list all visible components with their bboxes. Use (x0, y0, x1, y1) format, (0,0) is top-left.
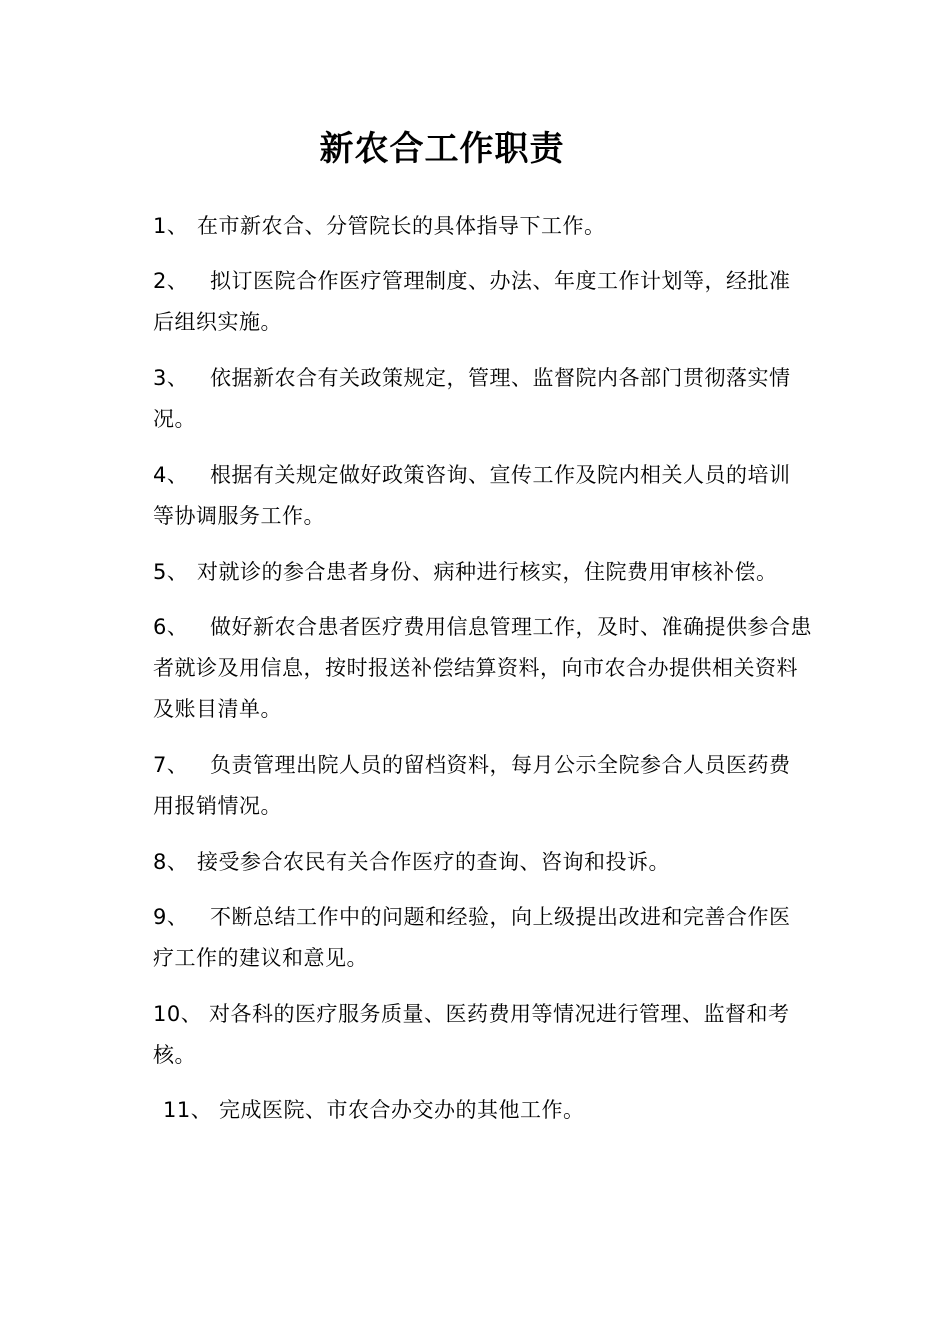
item-text: 接受参合农民有关合作医疗的查询、咨询和投诉。 (197, 850, 670, 874)
duty-item-1 (153, 206, 813, 247)
item-number: 1、 (153, 214, 189, 238)
duty-item-4 (153, 455, 813, 537)
item-number: 8、 (153, 850, 189, 874)
duty-item-9 (153, 897, 813, 979)
duty-item-7 (153, 745, 813, 827)
item-number: 4、 (153, 463, 189, 487)
item-text: 负责管理出院人员的留档资料，每月公示全院参合人员医药费 用报销情况。 (153, 753, 791, 818)
duty-item-3 (153, 358, 813, 440)
item-number: 6、 (153, 615, 189, 639)
item-text: 依据新农合有关政策规定，管理、监督院内各部门贯彻落实情 况。 (153, 366, 791, 431)
item-text: 对就诊的参合患者身份、病种进行核实，住院费用审核补偿。 (197, 560, 778, 584)
duty-item-11 (163, 1090, 823, 1131)
document-title: 新农合工作职责 (319, 129, 565, 169)
item-text: 对各科的医疗服务质量、医药费用等情况进行管理、监督和考核。 (153, 1002, 790, 1067)
item-number: 9、 (153, 905, 189, 929)
duty-item-5 (153, 552, 813, 593)
item-text: 做好新农合患者医疗费用信息管理工作，及时、准确提供参合患者就诊及用信息，按时报送补偿结算资料，向市农合办提供相关资料及账目清单。 (153, 615, 812, 721)
duty-item-10 (153, 994, 813, 1076)
duty-item-8 (153, 842, 813, 883)
item-number: 3、 (153, 366, 189, 390)
item-number: 11、 (163, 1098, 213, 1122)
item-text: 不断总结工作中的问题和经验，向上级提出改进和完善合作医 疗工作的建议和意见。 (153, 905, 791, 970)
item-text: 完成医院、市农合办交办的其他工作。 (219, 1098, 585, 1122)
item-number: 2、 (153, 269, 189, 293)
duty-item-6 (153, 607, 813, 730)
item-number: 7、 (153, 753, 189, 777)
item-text: 在市新农合、分管院长的具体指导下工作。 (197, 214, 606, 238)
item-number: 10、 (153, 1002, 203, 1026)
item-number: 5、 (153, 560, 189, 584)
item-text: 根据有关规定做好政策咨询、宣传工作及院内相关人员的培训 等协调服务工作。 (153, 463, 791, 528)
duty-item-2 (153, 261, 813, 343)
item-text: 拟订医院合作医疗管理制度、办法、年度工作计划等，经批准 后组织实施。 (153, 269, 791, 334)
